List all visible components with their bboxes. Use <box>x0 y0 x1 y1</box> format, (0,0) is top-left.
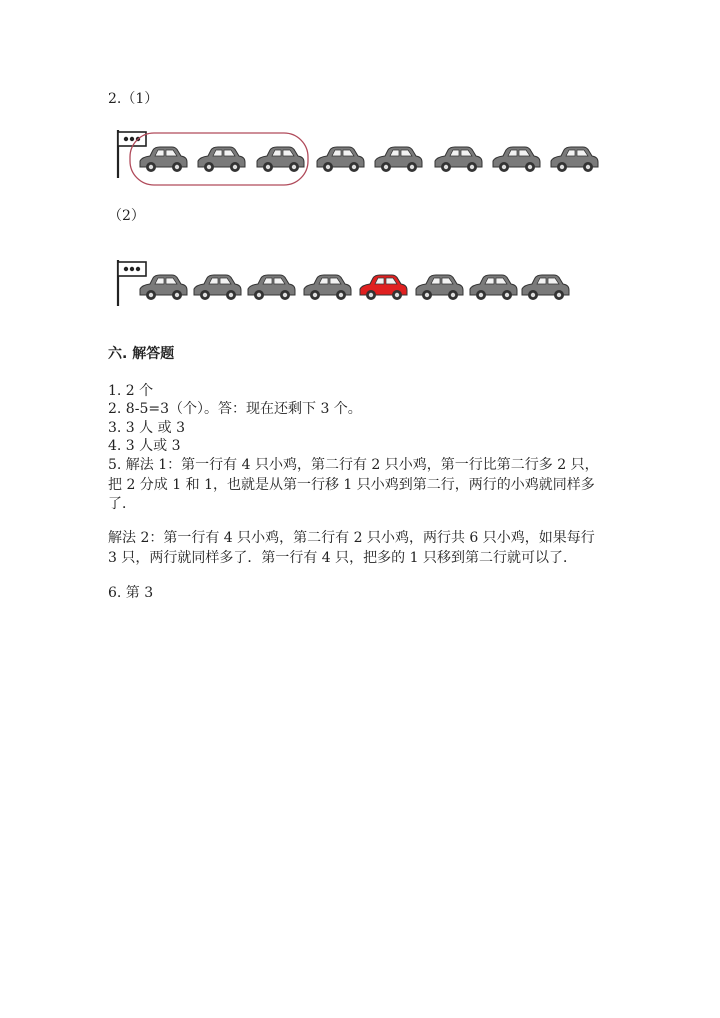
answer-line-2: 2. 8-5=3（个）。答：现在还剩下 3 个。 <box>108 401 362 417</box>
answer-line-9: 3 只，两行就同样多了．第一行有 4 只，把多的 1 只移到第二行就可以了． <box>108 550 577 566</box>
car-row-1-graphic <box>108 124 608 188</box>
car-icon <box>551 147 598 172</box>
car-icon <box>360 275 407 300</box>
answer-line-10: 6. 第 3 <box>108 585 154 601</box>
car-icon <box>194 275 241 300</box>
answer-line-7: 了． <box>108 496 136 512</box>
q2-part2-label: （2） <box>108 208 145 224</box>
car-icon <box>198 147 245 172</box>
traffic-light-icon <box>118 260 146 306</box>
car-row-scene-2 <box>108 255 608 310</box>
car-icon <box>140 275 187 300</box>
car-icon <box>435 147 482 172</box>
answer-line-4: 4. 3 人或 3 <box>108 438 181 454</box>
car-icon <box>375 147 422 172</box>
answer-line-5: 5. 解法 1：第一行有 4 只小鸡，第二行有 2 只小鸡，第一行比第二行多 2 只， <box>108 457 599 473</box>
section-heading: 六. 解答题 <box>108 346 175 362</box>
q2-part1-label: 2.（1） <box>108 91 159 107</box>
car-row-scene-1 <box>108 124 608 188</box>
car-icon <box>522 275 569 300</box>
answer-line-6: 把 2 分成 1 和 1，也就是从第一行移 1 只小鸡到第二行，两行的小鸡就同样多 <box>108 477 595 493</box>
car-icon <box>493 147 540 172</box>
car-icon <box>257 147 304 172</box>
car-icon <box>140 147 187 172</box>
car-icon <box>317 147 364 172</box>
answer-line-3: 3. 3 人 或 3 <box>108 420 185 436</box>
car-icon <box>470 275 517 300</box>
answer-line-8: 解法 2：第一行有 4 只小鸡，第二行有 2 只小鸡，两行共 6 只小鸡，如果每行 <box>108 530 595 546</box>
answer-line-1: 1. 2 个 <box>108 383 154 399</box>
car-row-2-graphic <box>108 255 608 310</box>
car-icon <box>416 275 463 300</box>
car-icon <box>304 275 351 300</box>
car-icon <box>248 275 295 300</box>
